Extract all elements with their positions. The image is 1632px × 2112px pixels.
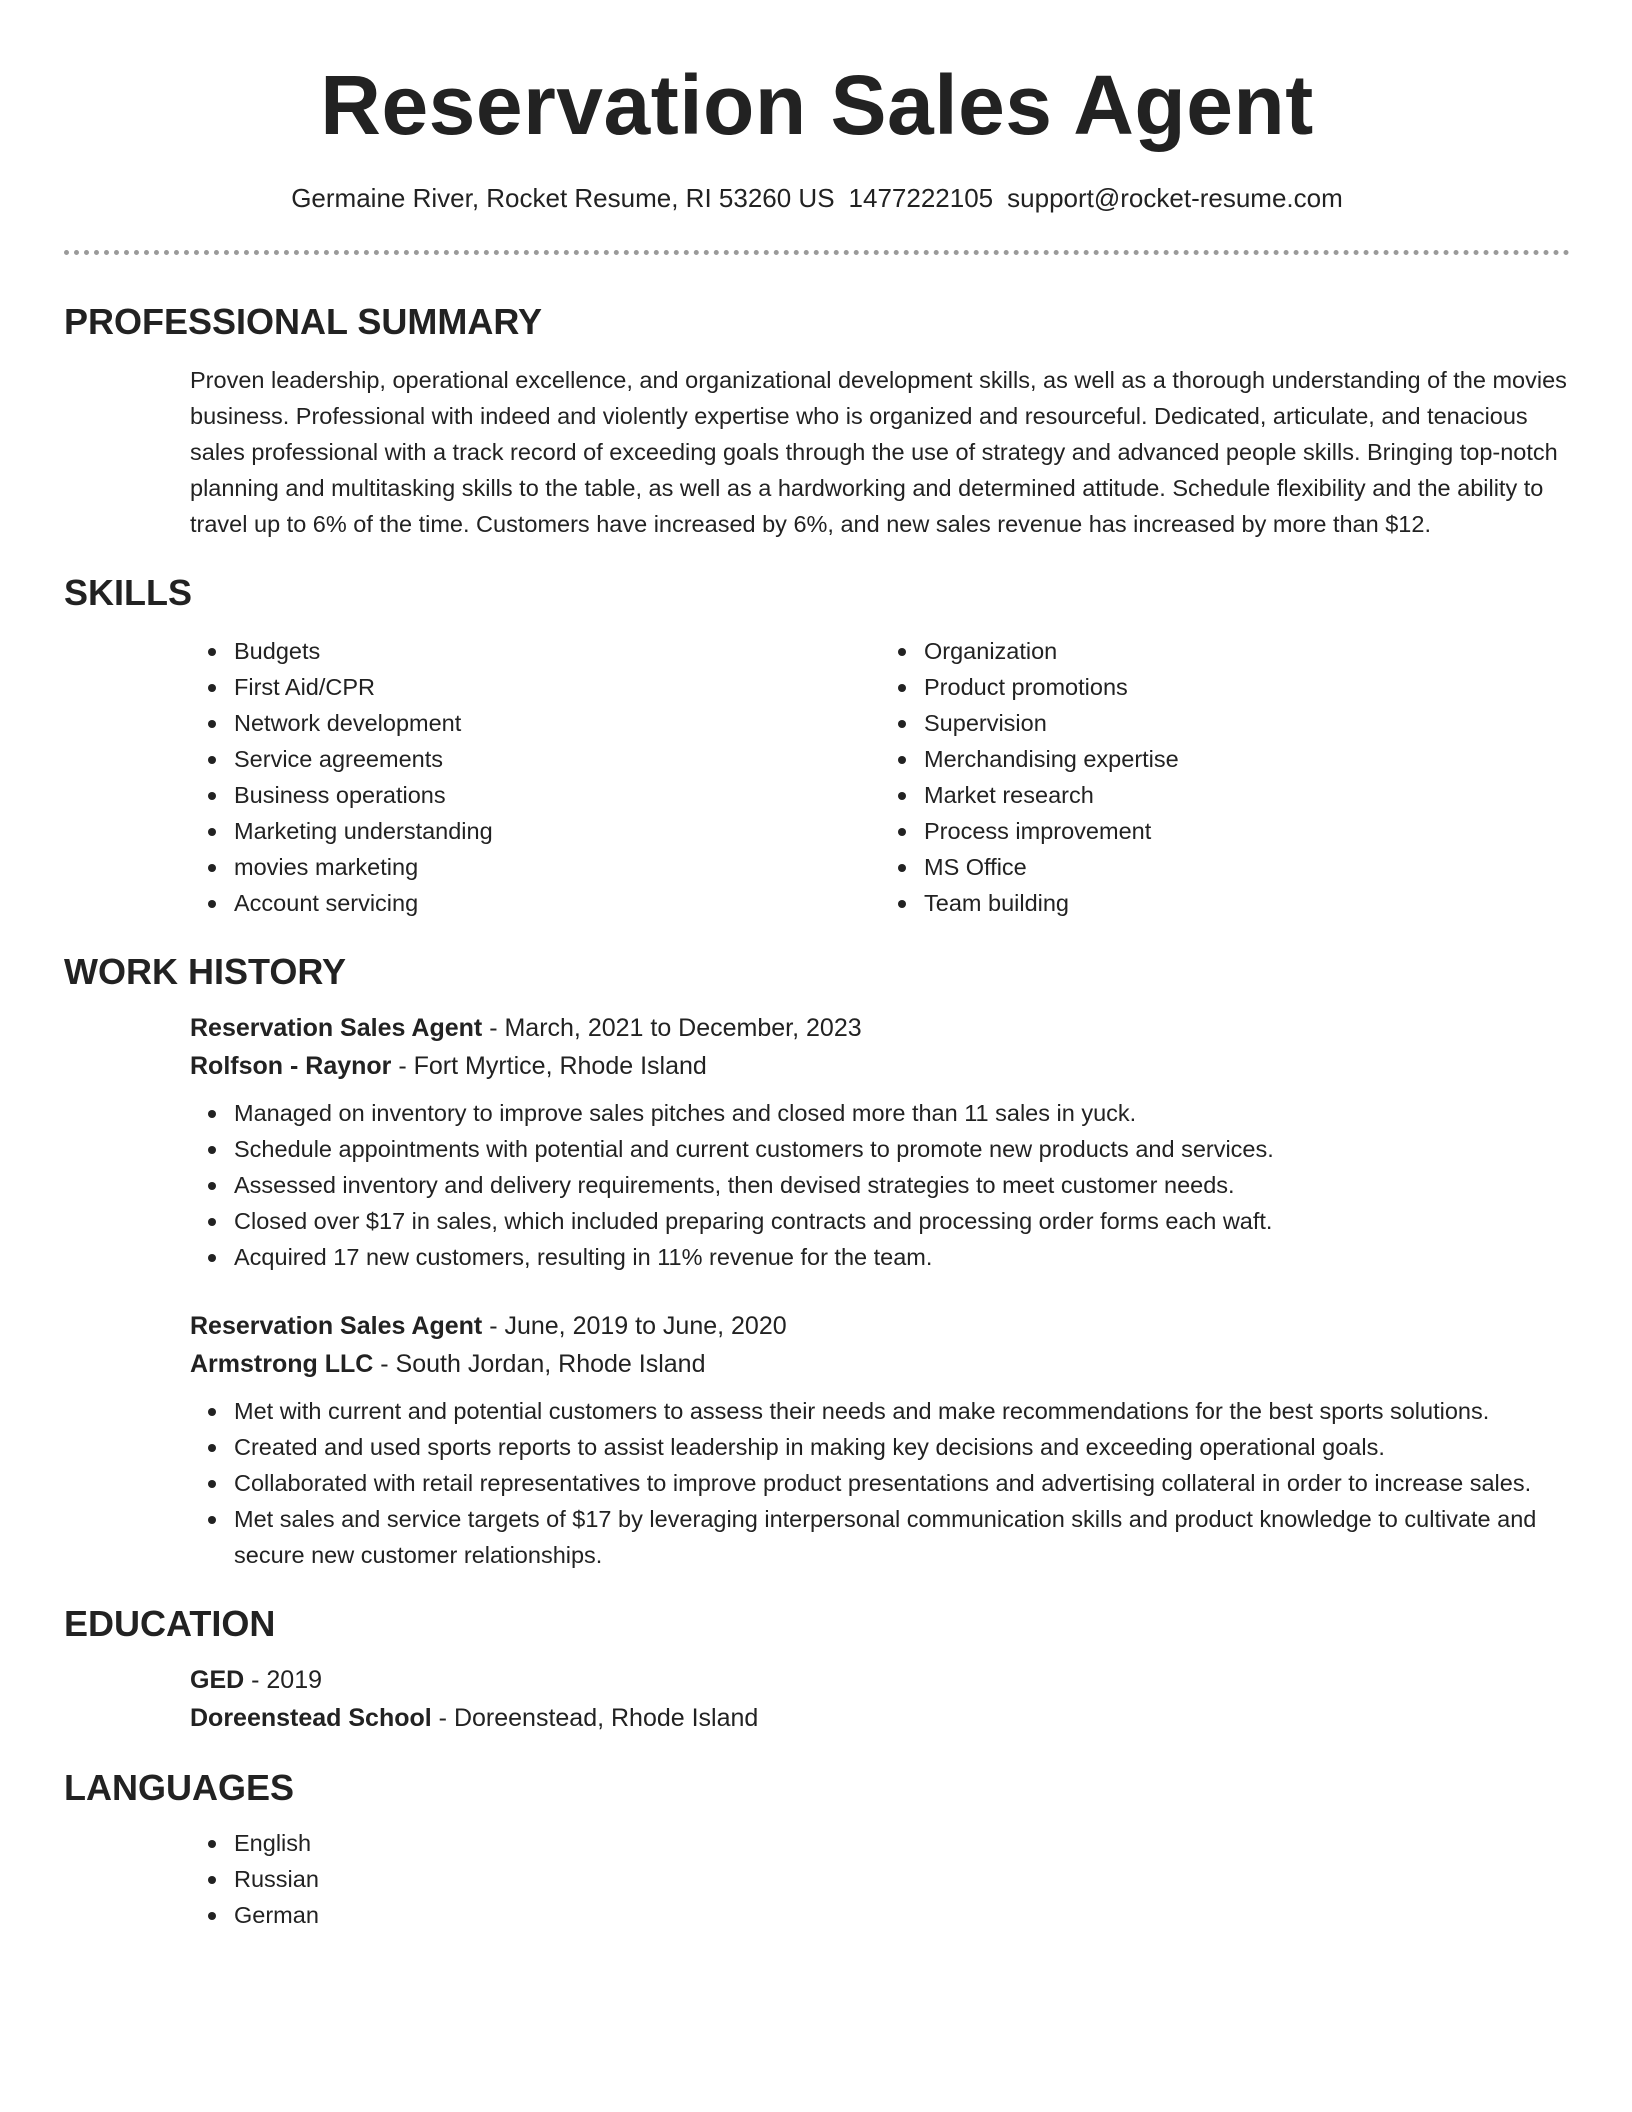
summary-text: Proven leadership, operational excellence, and organizational development skills, as well as a thorough understanding of the movies business. Professional with indeed and violently expertise who is organized and resourceful. Dedicated, articulate, and tenacious sales professional with a track record of exceeding goals through the use of strategy and advanced people skills. Bringing top-notch planning and multitasking skills to the table, as well as a hardworking and determined attitude. Schedule flexibility and the ability to travel up to 6% of the time. Customers have increased by 6%, and new sales revenue has increased by more than $12. <box>190 367 1567 537</box>
job-bullet: Assessed inventory and delivery requirements, then devised strategies to meet customer needs. <box>234 1167 1570 1203</box>
job-title-line <box>190 1009 1570 1047</box>
skill-item: Business operations <box>234 777 880 813</box>
language-item: Russian <box>234 1861 1570 1897</box>
job-bullets <box>190 1095 1570 1275</box>
skill-item: Product promotions <box>924 669 1570 705</box>
languages-section <box>190 1825 1570 1933</box>
skill-item: Supervision <box>924 705 1570 741</box>
job-location: - Fort Myrtice, Rhode Island <box>391 1052 707 1080</box>
job-company: Rolfson - Raynor <box>190 1052 392 1080</box>
job-company: Armstrong LLC <box>190 1350 374 1378</box>
work-history-heading: WORK HISTORY <box>64 951 347 992</box>
education-section <box>190 1661 1570 1737</box>
education-location: - Doreenstead, Rhode Island <box>431 1704 759 1732</box>
contact-phone: 1477222105 <box>848 183 994 213</box>
languages-list <box>190 1825 1570 1933</box>
skills-section <box>190 633 1570 921</box>
skill-item: Organization <box>924 633 1570 669</box>
job-entry <box>190 1307 1570 1573</box>
skill-item: MS Office <box>924 849 1570 885</box>
education-degree: GED <box>190 1666 245 1694</box>
job-position: Reservation Sales Agent <box>190 1014 483 1042</box>
contact-address: Germaine River, Rocket Resume, RI 53260 US <box>291 183 835 213</box>
language-item: German <box>234 1897 1570 1933</box>
skills-list-left <box>190 633 880 921</box>
work-history-section <box>190 1009 1570 1573</box>
job-company-line <box>190 1047 1570 1085</box>
education-school-line <box>190 1699 1570 1737</box>
job-bullet: Managed on inventory to improve sales pitches and closed more than 11 sales in yuck. <box>234 1095 1570 1131</box>
header-divider <box>64 250 1570 255</box>
education-heading: EDUCATION <box>64 1603 276 1644</box>
contact-line <box>64 180 1570 216</box>
education-school: Doreenstead School <box>190 1704 432 1732</box>
education-degree-line <box>190 1661 1570 1699</box>
job-bullet: Met sales and service targets of $17 by leveraging interpersonal communication skills and product knowledge to cultivate and secure new customer relationships. <box>234 1501 1570 1573</box>
skill-item: Account servicing <box>234 885 880 921</box>
skill-item: Team building <box>924 885 1570 921</box>
job-location: - South Jordan, Rhode Island <box>373 1350 706 1378</box>
education-year: - 2019 <box>244 1666 323 1694</box>
candidate-name: Reservation Sales Agent <box>320 58 1314 152</box>
skill-item: movies marketing <box>234 849 880 885</box>
skill-item: Network development <box>234 705 880 741</box>
job-title-line <box>190 1307 1570 1345</box>
skills-list-right <box>880 633 1570 921</box>
job-bullet: Schedule appointments with potential and current customers to promote new products and services. <box>234 1131 1570 1167</box>
job-bullet: Acquired 17 new customers, resulting in 11% revenue for the team. <box>234 1239 1570 1275</box>
skill-item: First Aid/CPR <box>234 669 880 705</box>
job-company-line <box>190 1345 1570 1383</box>
summary-heading: PROFESSIONAL SUMMARY <box>64 301 543 342</box>
skill-item: Market research <box>924 777 1570 813</box>
skills-heading: SKILLS <box>64 572 193 613</box>
job-bullets <box>190 1393 1570 1573</box>
job-bullet: Closed over $17 in sales, which included preparing contracts and processing order forms each waft. <box>234 1203 1570 1239</box>
skill-item: Merchandising expertise <box>924 741 1570 777</box>
job-bullet: Met with current and potential customers to assess their needs and make recommendations for the best sports solutions. <box>234 1393 1570 1429</box>
job-bullet: Collaborated with retail representatives to improve product presentations and advertising collateral in order to increase sales. <box>234 1465 1570 1501</box>
job-dates: - June, 2019 to June, 2020 <box>482 1312 787 1340</box>
job-position: Reservation Sales Agent <box>190 1312 483 1340</box>
job-entry <box>190 1009 1570 1275</box>
job-bullet: Created and used sports reports to assist leadership in making key decisions and exceeding operational goals. <box>234 1429 1570 1465</box>
resume-page <box>64 0 1570 1933</box>
contact-email: support@rocket-resume.com <box>1007 183 1343 213</box>
skill-item: Service agreements <box>234 741 880 777</box>
skill-item: Process improvement <box>924 813 1570 849</box>
job-dates: - March, 2021 to December, 2023 <box>482 1014 862 1042</box>
skill-item: Marketing understanding <box>234 813 880 849</box>
skill-item: Budgets <box>234 633 880 669</box>
language-item: English <box>234 1825 1570 1861</box>
summary-section <box>190 362 1570 542</box>
languages-heading: LANGUAGES <box>64 1767 295 1808</box>
